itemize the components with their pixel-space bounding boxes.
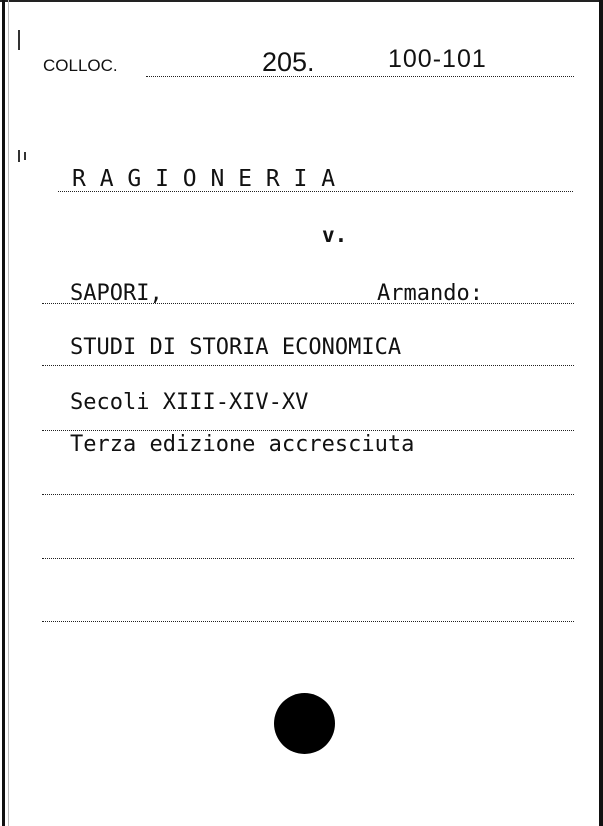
shelf-number: 205. xyxy=(262,47,315,77)
blank-dotted-line xyxy=(42,558,574,559)
blank-dotted-line xyxy=(42,621,574,622)
punch-hole xyxy=(274,693,335,754)
see-reference: v. xyxy=(322,223,348,247)
colloc-label: COLLOC. xyxy=(43,56,118,75)
book-title: STUDI DI STORIA ECONOMICA xyxy=(70,335,402,360)
scan-mark xyxy=(18,150,20,162)
edition-statement: Terza edizione accresciuta xyxy=(70,432,415,457)
scan-mark xyxy=(18,30,20,50)
subject-heading: R A G I O N E R I A xyxy=(72,166,336,192)
author-forename: Armando: xyxy=(377,281,483,306)
subject-dotted-line xyxy=(58,191,573,192)
author-surname: SAPORI, xyxy=(70,281,163,306)
scan-mark xyxy=(24,152,26,160)
page-range: 100-101 xyxy=(388,45,487,73)
blank-dotted-line xyxy=(42,494,574,495)
subtitle-dotted-line xyxy=(42,430,574,431)
book-subtitle: Secoli XIII-XIV-XV xyxy=(70,390,309,415)
card-right-edge xyxy=(599,0,603,826)
title-dotted-line xyxy=(42,365,574,366)
colloc-dotted-line xyxy=(146,76,574,77)
author-dotted-line xyxy=(42,303,574,304)
card-left-edge xyxy=(2,0,5,826)
card-left-shadow xyxy=(8,0,9,826)
card-top-edge xyxy=(0,0,603,2)
